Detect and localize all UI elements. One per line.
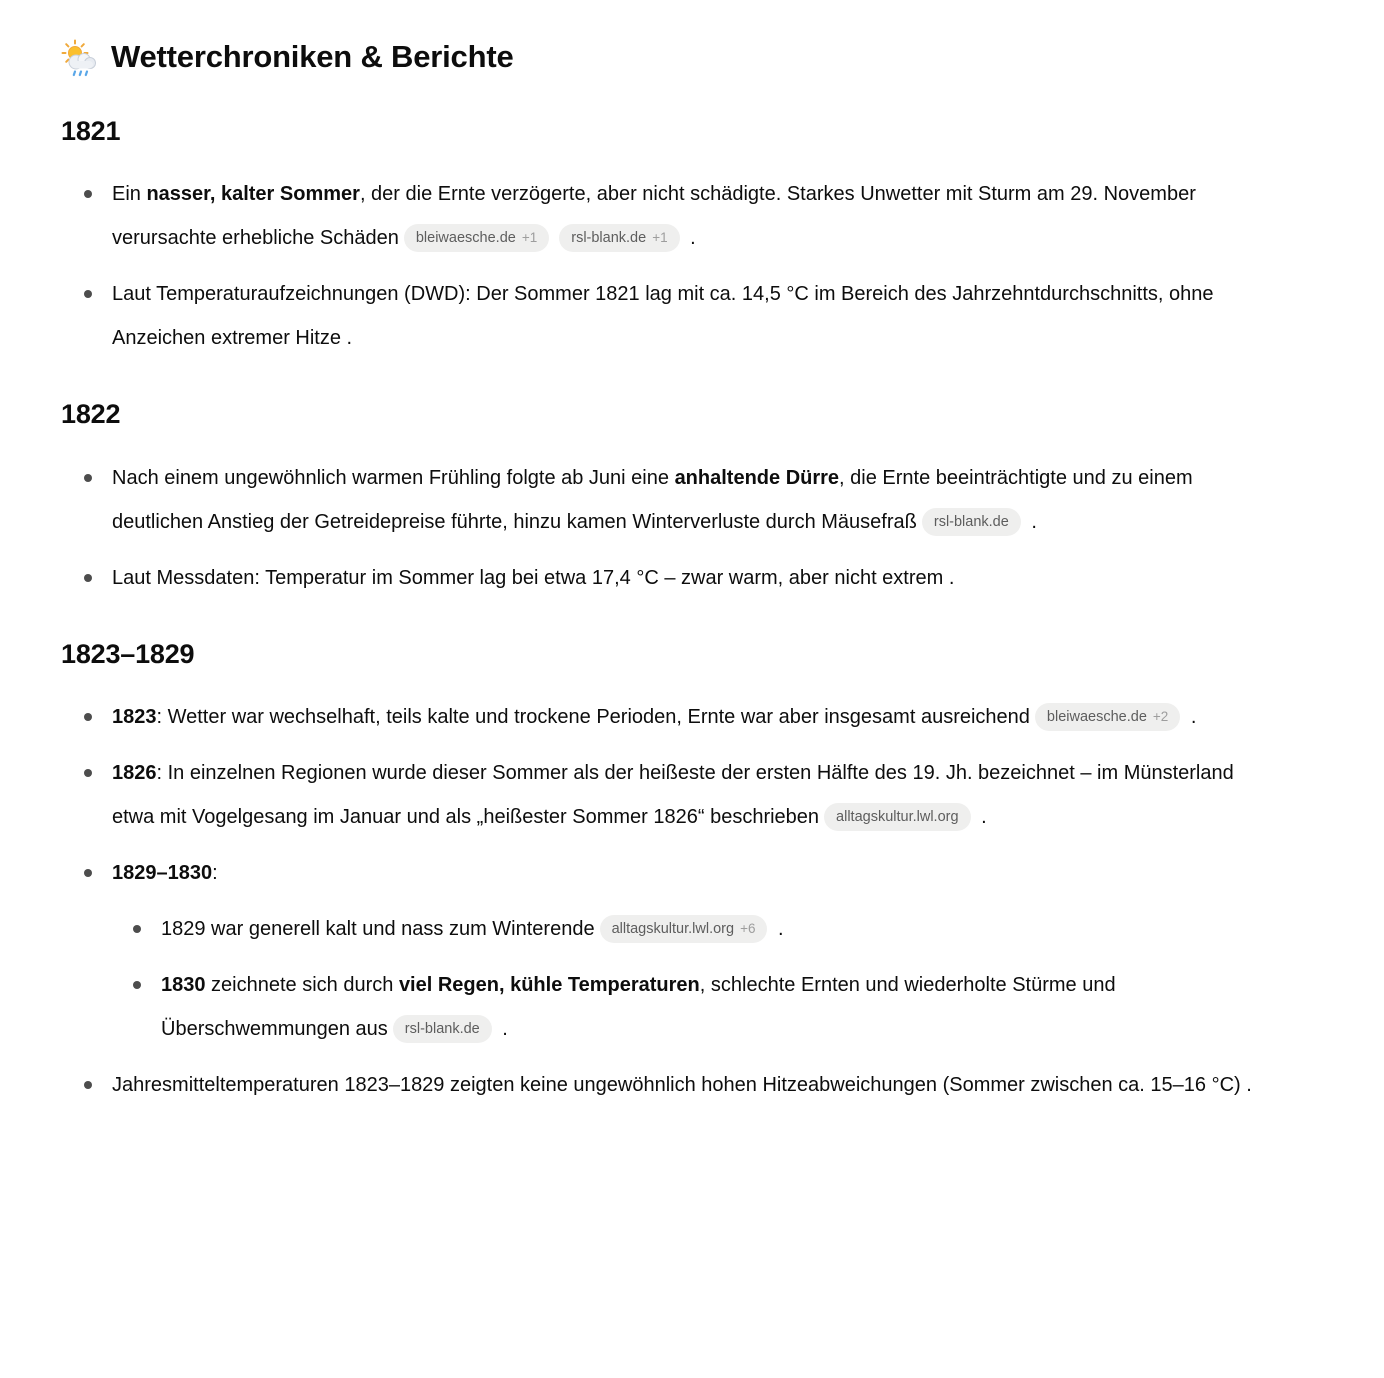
list-item	[112, 272, 1264, 360]
section-heading: 1821	[61, 115, 121, 146]
text: 1829 war generell kalt und nass zum Winterende	[161, 917, 595, 940]
text: .	[1185, 705, 1197, 728]
list-item	[112, 851, 1264, 1051]
page-title	[61, 38, 1264, 77]
text: , die Ernte beeinträchtigte und zu einem deutlichen Anstieg der Getreidepreise führte, hinzu kamen Winterverluste durch Mäusefraß	[112, 466, 1193, 533]
bold-text: viel Regen, kühle Temperaturen	[398, 973, 700, 996]
list-item	[161, 963, 1264, 1051]
citation-pill[interactable]	[600, 915, 768, 943]
citation-domain: alltagskultur.lwl.org	[836, 808, 959, 825]
text: : Wetter war wechselhaft, teils kalte und trockene Perioden, Ernte war aber insgesamt ausreichend	[156, 705, 1030, 728]
bold-text: anhaltende Dürre	[674, 466, 840, 489]
bold-text: 1830	[161, 973, 206, 996]
list-item	[112, 695, 1264, 739]
citation-domain: rsl-blank.de	[571, 230, 647, 247]
bullet-list	[61, 172, 1264, 360]
text: .	[496, 1017, 508, 1040]
list-item	[112, 456, 1264, 544]
citation-domain: alltagskultur.lwl.org	[611, 920, 735, 937]
sections-container	[61, 115, 1264, 1107]
page-title-text: Wetterchroniken & Berichte	[111, 39, 514, 74]
text: .	[684, 227, 696, 250]
text: .	[975, 805, 987, 828]
bullet-list	[61, 456, 1264, 600]
list-item	[161, 907, 1264, 951]
citation-domain: rsl-blank.de	[404, 1020, 480, 1037]
citation-pill[interactable]	[393, 1015, 492, 1043]
citation-pill[interactable]	[559, 224, 679, 252]
bullet-list	[61, 695, 1264, 1107]
bullet-list	[112, 907, 1264, 1051]
citation-pill[interactable]	[1035, 703, 1180, 731]
bold-text: nasser, kalter Sommer	[146, 183, 360, 206]
citation-domain: bleiwaesche.de	[1046, 708, 1147, 725]
text: Nach einem ungewöhnlich warmen Frühling folgte ab Juni eine	[112, 466, 675, 489]
text: .	[1025, 510, 1037, 533]
list-item	[112, 751, 1264, 839]
citation-count: +1	[652, 230, 668, 246]
section-heading: 1823–1829	[61, 638, 195, 669]
text: , der die Ernte verzögerte, aber nicht schädigte. Starkes Unwetter mit Sturm am 29. November verursachte erhebliche Schäden	[112, 183, 1196, 250]
text: Jahresmitteltemperaturen 1823–1829 zeigten keine ungewöhnlich hohen Hitzeabweichungen (Sommer zwischen ca. 15–16 °C) .	[112, 1073, 1252, 1096]
sun-behind-rain-cloud-icon	[61, 39, 99, 77]
text: : In einzelnen Regionen wurde dieser Sommer als der heißeste der ersten Hälfte des 19. Jh. bezeichnet – im Münsterland etwa mit Vogelgesang im Januar und als „heißester Sommer 1826“ beschrieben	[112, 761, 1234, 828]
bold-text: 1829–1830	[112, 861, 213, 884]
text: , schlechte Ernten und wiederholte Stürme und Überschwemmungen aus	[161, 973, 1116, 1040]
list-item	[112, 1063, 1264, 1107]
bold-text: 1826	[112, 761, 157, 784]
text: .	[772, 917, 784, 940]
citation-pill[interactable]	[404, 224, 549, 252]
citation-count: +2	[1152, 708, 1169, 724]
text: Ein	[112, 183, 147, 206]
citation-domain: bleiwaesche.de	[415, 230, 516, 247]
list-item	[112, 172, 1264, 260]
citation-count: +1	[521, 230, 538, 246]
citation-pill[interactable]	[922, 508, 1021, 536]
text: Laut Temperaturaufzeichnungen (DWD): Der Sommer 1821 lag mit ca. 14,5 °C im Bereich des Jahrzehntdurchschnitts, ohne Anzeichen extremer Hitze .	[112, 283, 1214, 350]
text: :	[212, 861, 218, 884]
citation-domain: rsl-blank.de	[933, 513, 1009, 530]
text: Laut Messdaten: Temperatur im Sommer lag bei etwa 17,4 °C – zwar warm, aber nicht extrem .	[112, 566, 955, 589]
citation-pill[interactable]	[824, 803, 971, 831]
bold-text: 1823	[112, 705, 157, 728]
list-item	[112, 556, 1264, 600]
section-heading: 1822	[61, 399, 121, 430]
citation-count: +6	[740, 920, 756, 936]
text: zeichnete sich durch	[205, 973, 399, 996]
